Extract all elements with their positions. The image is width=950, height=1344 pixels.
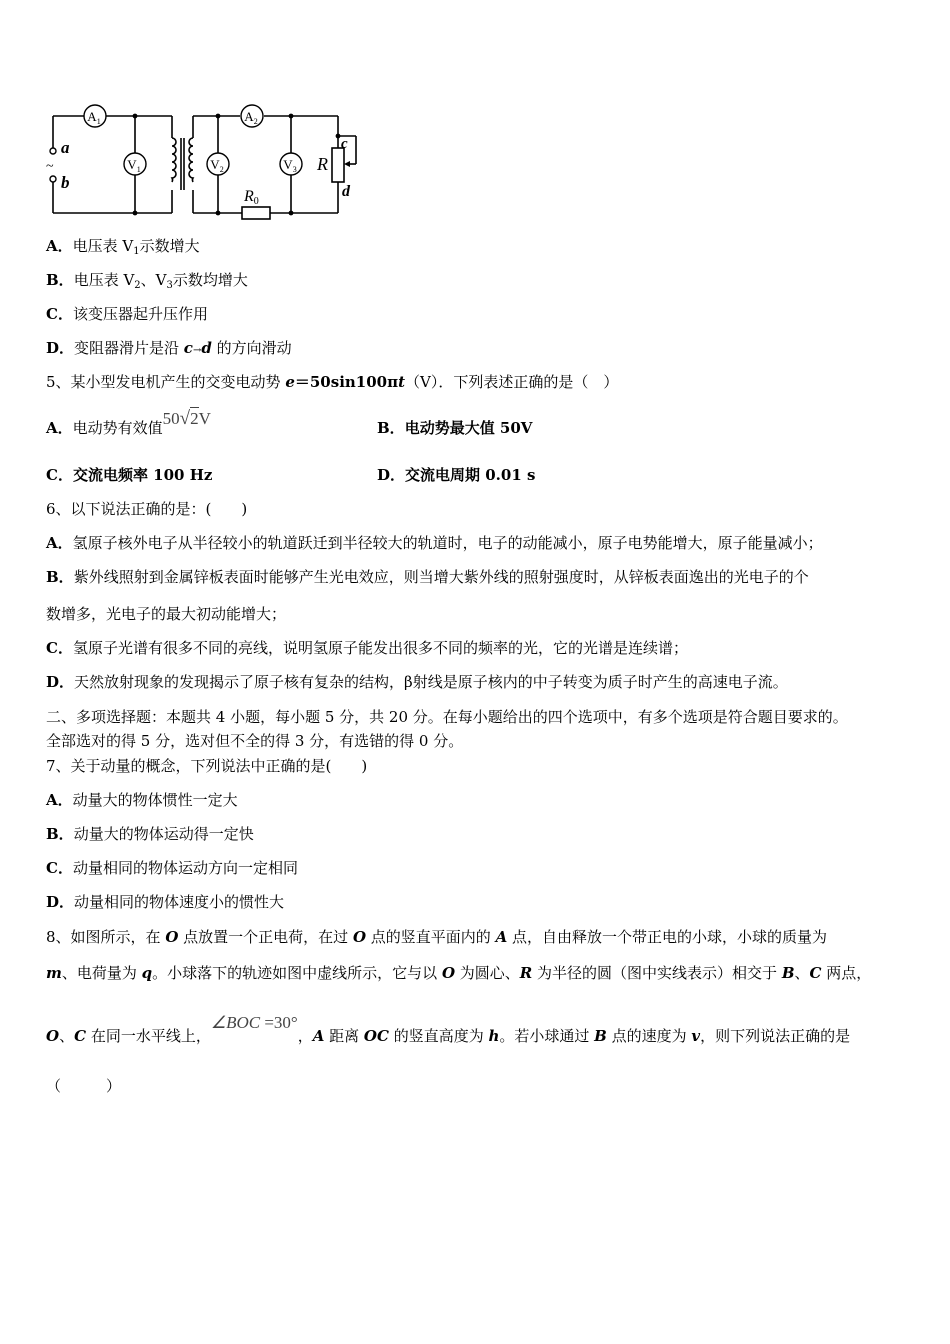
rheostat-r-label: R bbox=[317, 154, 328, 174]
option-text: 该变压器起升压作用 bbox=[72, 305, 208, 323]
q5-stem bbox=[46, 372, 618, 392]
option-label: C． bbox=[46, 305, 73, 323]
subscript: 1 bbox=[133, 246, 140, 257]
v1-label: V bbox=[127, 157, 137, 172]
option-text: 示数均增大 bbox=[172, 271, 248, 289]
equation: ＝50sin100π bbox=[294, 373, 399, 391]
var-c: C bbox=[809, 964, 822, 982]
option-text: 动量大的物体运动得一定快 bbox=[73, 825, 254, 843]
section2-line2: 全部选对的得 5 分，选对但不全的得 3 分，有选错的得 0 分。 bbox=[46, 732, 464, 750]
var-a: A bbox=[495, 928, 508, 946]
text: ，则下列说法正确的是 bbox=[700, 1027, 851, 1045]
text: 在同一水平线上， bbox=[86, 1027, 211, 1045]
var-o: O bbox=[352, 928, 367, 946]
option-label: D． bbox=[46, 339, 75, 357]
a1-sub: 1 bbox=[96, 117, 101, 126]
var-b: B bbox=[781, 964, 795, 982]
var-c: c bbox=[183, 339, 193, 357]
option-text: 电压表 V bbox=[72, 237, 134, 255]
option-text: 动量大的物体惯性一定大 bbox=[72, 791, 238, 809]
q8-answer-blank: （ ） bbox=[46, 1077, 122, 1095]
v2-sub: 2 bbox=[219, 165, 224, 174]
q5-option-a bbox=[46, 408, 211, 438]
text: 。若小球通过 bbox=[499, 1027, 595, 1045]
option-label: C． bbox=[46, 639, 73, 657]
q7-option-d bbox=[46, 892, 284, 912]
text: 两点， bbox=[821, 964, 872, 982]
text: 8、如图所示，在 bbox=[46, 928, 166, 946]
option-label: B． bbox=[377, 419, 405, 437]
a1-label: A bbox=[87, 109, 97, 124]
ac-source-symbol: ~ bbox=[46, 159, 54, 174]
var-d: d bbox=[201, 339, 212, 357]
arrow-glyph: → bbox=[192, 345, 202, 356]
q4-option-d bbox=[46, 338, 292, 361]
option-text: 、V bbox=[140, 271, 167, 289]
q4-option-b bbox=[46, 270, 248, 296]
var-o: O bbox=[165, 928, 179, 946]
a2-label: A bbox=[244, 109, 254, 124]
q8-line1 bbox=[46, 927, 827, 947]
terminal-b-label: b bbox=[61, 173, 70, 192]
svg-text:R0 bbox=[243, 188, 259, 207]
text: 、电荷量为 bbox=[61, 964, 142, 982]
text: 为半径的圆（图中实线表示）相交于 bbox=[532, 964, 782, 982]
math-number: 50 bbox=[162, 409, 180, 428]
var-q: q bbox=[141, 964, 153, 982]
var-e: e bbox=[285, 373, 295, 391]
sqrt-symbol: √ bbox=[179, 408, 191, 429]
q8-line2 bbox=[46, 963, 871, 983]
var-b: B bbox=[594, 1027, 607, 1045]
option-text: 电动势有效值 bbox=[72, 419, 163, 437]
q7-option-b bbox=[46, 824, 254, 844]
text: 。小球落下的轨迹如图中虚线所示，它与以 bbox=[152, 964, 442, 982]
v1-sub: 1 bbox=[136, 165, 141, 174]
q6-stem: 6、以下说法正确的是：( ) bbox=[46, 500, 248, 518]
var-a: A bbox=[312, 1027, 325, 1045]
math-radicand: 2 bbox=[190, 409, 199, 428]
option-label: D． bbox=[46, 893, 75, 911]
text: 、 bbox=[794, 964, 810, 982]
text: 为圆心、 bbox=[455, 964, 520, 982]
var-t: t bbox=[398, 373, 406, 391]
q5-option-b bbox=[377, 418, 532, 438]
option-text: 电动势最大值 50V bbox=[404, 419, 533, 437]
slider-c-label: c bbox=[341, 136, 348, 152]
var-c: C bbox=[74, 1027, 87, 1045]
option-text: 动量相同的物体运动方向一定相同 bbox=[72, 859, 298, 877]
var-o: O bbox=[46, 1027, 60, 1045]
var-r: R bbox=[519, 964, 533, 982]
q6-option-c bbox=[46, 638, 688, 658]
text: 点，自由释放一个带正电的小球，小球的质量为 bbox=[507, 928, 827, 946]
option-label: C． bbox=[46, 859, 73, 877]
option-label: D． bbox=[377, 466, 406, 484]
option-text: 天然放射现象的发现揭示了原子核有复杂的结构，β射线是原子核内的中子转变为质子时产生的高速电子流。 bbox=[74, 673, 788, 691]
v2-label: V bbox=[210, 157, 220, 172]
subscript: 2 bbox=[134, 280, 141, 291]
option-text: 紫外线照射到金属锌板表面时能够产生光电效应，则当增大紫外线的照射强度时，从锌板表面逸出的光电子的个 bbox=[73, 568, 809, 586]
option-label: B． bbox=[46, 271, 74, 289]
q7-option-c bbox=[46, 858, 298, 878]
text: 的竖直高度为 bbox=[388, 1027, 489, 1045]
option-text: 的方向滑动 bbox=[211, 339, 292, 357]
var-h: h bbox=[488, 1027, 500, 1045]
math-unit: V bbox=[198, 409, 211, 428]
option-text: 交流电周期 0.01 s bbox=[405, 466, 536, 484]
q6-option-b bbox=[46, 567, 809, 587]
q5-option-d bbox=[377, 465, 535, 485]
option-text: 示数增大 bbox=[139, 237, 200, 255]
option-text: 交流电频率 100 Hz bbox=[72, 466, 213, 484]
var-v: v bbox=[691, 1027, 701, 1045]
a2-sub: 2 bbox=[253, 117, 258, 126]
q6-option-d bbox=[46, 672, 788, 692]
option-label: B． bbox=[46, 568, 74, 586]
text: 距离 bbox=[324, 1027, 364, 1045]
text: 点放置一个正电荷，在过 bbox=[178, 928, 353, 946]
q7-option-a bbox=[46, 790, 238, 810]
option-label: A． bbox=[46, 419, 73, 437]
section2-line1: 二、多项选择题：本题共 4 小题，每小题 5 分，共 20 分。在每小题给出的四个选项中，有多个选项是符合题目要求的。 bbox=[46, 708, 848, 726]
stem-text: 5、某小型发电机产生的交变电动势 bbox=[46, 373, 286, 391]
option-text: 变阻器滑片是沿 bbox=[74, 339, 184, 357]
text: 、 bbox=[59, 1027, 75, 1045]
option-text: 氢原子光谱有很多不同的亮线，说明氢原子能发出很多不同的频率的光，它的光谱是连续谱； bbox=[72, 639, 688, 657]
text: 点的速度为 bbox=[606, 1027, 692, 1045]
option-label: D． bbox=[46, 673, 75, 691]
v3-label: V bbox=[283, 157, 293, 172]
var-o: O bbox=[441, 964, 456, 982]
q5-option-c bbox=[46, 465, 212, 485]
q8-line3 bbox=[46, 1013, 851, 1046]
option-label: A． bbox=[46, 237, 73, 255]
option-label: A． bbox=[46, 534, 73, 552]
option-text: 电压表 V bbox=[73, 271, 135, 289]
circuit-diagram bbox=[40, 98, 370, 222]
angle-math: ∠BOC bbox=[210, 1013, 261, 1032]
r0-sub: 0 bbox=[253, 196, 259, 207]
var-m: m bbox=[46, 964, 62, 982]
q6-option-b-cont: 数增多，光电子的最大初动能增大； bbox=[46, 605, 287, 623]
terminal-a-label: a bbox=[61, 138, 70, 157]
option-text: 氢原子核外电子从半径较小的轨道跃迁到半径较大的轨道时，电子的动能减小，原子电势能增大，原子能量减小； bbox=[72, 534, 823, 552]
option-label: B． bbox=[46, 825, 74, 843]
option-label: C． bbox=[46, 466, 73, 484]
subscript: 3 bbox=[166, 280, 173, 291]
q4-option-c bbox=[46, 304, 208, 324]
text: 点的竖直平面内的 bbox=[366, 928, 496, 946]
option-label: A． bbox=[46, 791, 73, 809]
r0-label: R bbox=[244, 188, 254, 205]
angle-value: =30° bbox=[260, 1013, 298, 1032]
slider-d-label: d bbox=[342, 183, 350, 200]
text: ， bbox=[297, 1027, 313, 1045]
var-oc: OC bbox=[363, 1027, 389, 1045]
q6-option-a bbox=[46, 533, 823, 553]
v3-sub: 3 bbox=[292, 165, 297, 174]
q7-stem: 7、关于动量的概念，下列说法中正确的是( ) bbox=[46, 757, 368, 775]
option-text: 动量相同的物体速度小的惯性大 bbox=[74, 893, 285, 911]
stem-text: （V）．下列表述正确的是（ ） bbox=[405, 373, 619, 391]
q4-option-a bbox=[46, 236, 200, 262]
